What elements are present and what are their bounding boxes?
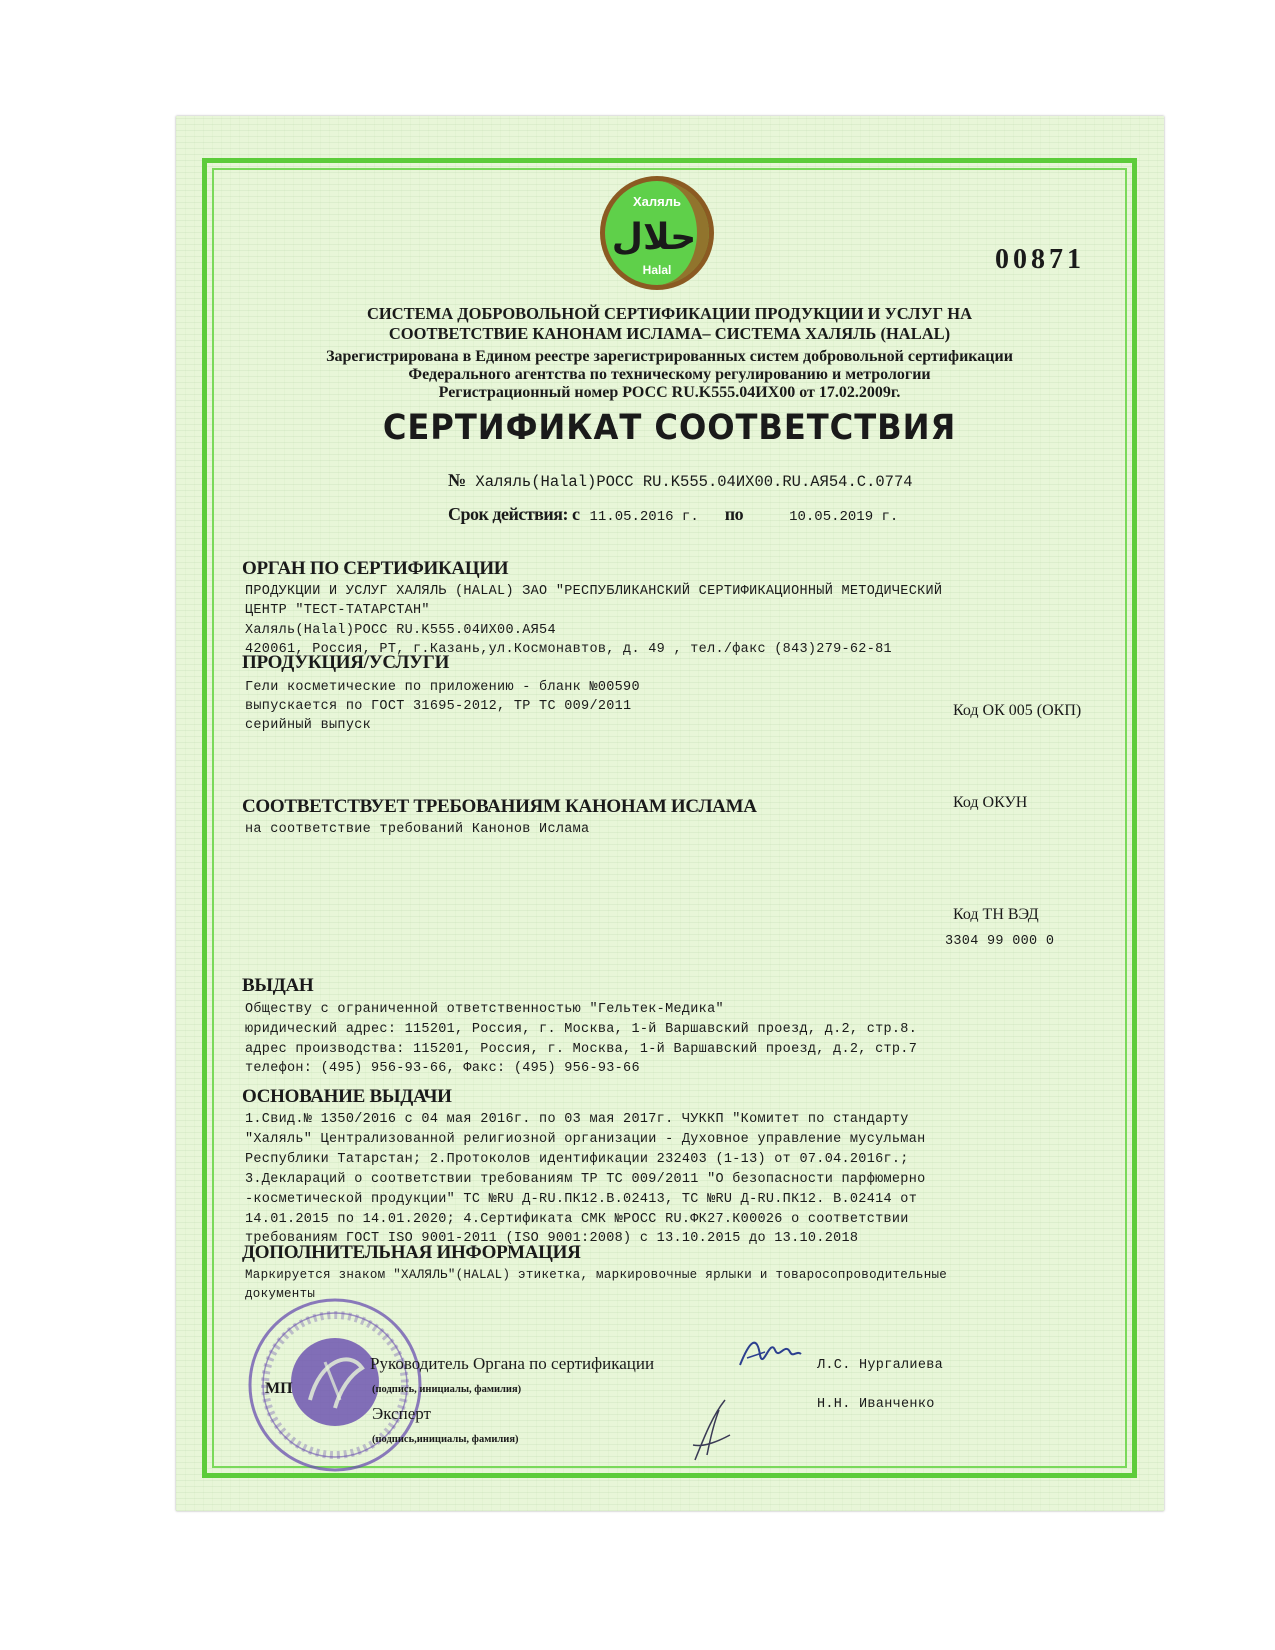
organ-line-4: 420061, Россия, РТ, г.Казань,ул.Космонавтов, д. 49 , тел./факс (843)279-62-81	[245, 642, 892, 657]
issued-line-1: Обществу с ограниченной ответственностью "Гельтек-Медика"	[245, 1002, 724, 1017]
serial-number: 00871	[995, 244, 1085, 275]
head-name: Л.С. Нургалиева	[817, 1358, 944, 1373]
validity-from: 11.05.2016 г.	[589, 509, 699, 525]
registry-line2: Федерального агентства по техническому регулированию и метрологии	[408, 366, 931, 383]
organ-heading: ОРГАН ПО СЕРТИФИКАЦИИ	[242, 558, 509, 579]
basis-line-4: 3.Деклараций о соответствии требованиям ТР ТС 009/2011 "О безопасности парфюмерно	[245, 1172, 926, 1187]
organ-line-3: Халяль(Halal)РОСС RU.K555.04ИХ00.АЯ54	[245, 623, 556, 638]
head-signature-scribble	[735, 1330, 805, 1375]
organ-line-2: ЦЕНТР "ТЕСТ-ТАТАРСТАН"	[245, 603, 430, 618]
okun-code-label: Код ОКУН	[953, 794, 1028, 811]
expert-signature-label: Эксперт	[372, 1404, 431, 1423]
products-line-1: Гели косметические по приложению - бланк №00590	[245, 680, 640, 695]
basis-heading: ОСНОВАНИЕ ВЫДАЧИ	[242, 1086, 452, 1107]
head-signature-hint: (подпись, инициалы, фамилия)	[372, 1384, 522, 1395]
tnved-value: 3304 99 000 0	[945, 934, 1055, 949]
basis-line-5: -косметической продукции" ТС №RU Д-RU.ПК12.В.02413, ТС №RU Д-RU.ПК12. В.02414 от	[245, 1192, 918, 1207]
number-label: №	[448, 470, 467, 490]
certificate-number	[448, 470, 913, 491]
okp-code-label: Код ОК 005 (ОКП)	[953, 702, 1082, 719]
conformity-line: на соответствие требований Канонов Ислама	[245, 822, 590, 837]
additional-line-1: Маркируется знаком "ХАЛЯЛЬ"(HALAL) этикетка, маркировочные ярлыки и товаросопроводительные	[245, 1268, 948, 1282]
additional-heading: ДОПОЛНИТЕЛЬНАЯ ИНФОРМАЦИЯ	[242, 1242, 581, 1263]
validity-period	[448, 504, 898, 525]
additional-line-2: документы	[245, 1287, 316, 1301]
logo-text-top: Халяль	[633, 194, 681, 209]
issued-line-2: юридический адрес: 115201, Россия, г. Москва, 1-й Варшавский проезд, д.2, стр.8.	[245, 1022, 918, 1037]
system-title-line1: СИСТЕМА ДОБРОВОЛЬНОЙ СЕРТИФИКАЦИИ ПРОДУКЦИИ И УСЛУГ НА	[366, 304, 973, 323]
logo-arabic: حلال	[611, 217, 697, 258]
validity-label: Срок действия: с	[448, 504, 580, 524]
basis-line-2: "Халяль" Централизованной религиозной организации - Духовное управление мусульман	[245, 1132, 926, 1147]
registry-line1: Зарегистрирована в Едином реестре зарегистрированных систем добровольной сертификации	[326, 348, 1013, 365]
halal-logo	[598, 174, 716, 292]
products-line-3: серийный выпуск	[245, 718, 372, 733]
issued-line-3: адрес производства: 115201, Россия, г. Москва, 1-й Варшавский проезд, д.2, стр.7	[245, 1042, 918, 1057]
logo-text-bottom: Halal	[642, 263, 672, 277]
issued-heading: ВЫДАН	[242, 975, 314, 996]
head-signature-label: Руководитель Органа по сертификации	[370, 1354, 655, 1373]
expert-name: Н.Н. Иванченко	[817, 1397, 935, 1412]
basis-line-3: Республики Татарстан; 2.Протоколов идентификации 232403 (1-13) от 07.04.2016г.;	[245, 1152, 909, 1167]
number-value: Халяль(Halal)РОСС RU.K555.04ИХ00.RU.АЯ54.С.0774	[475, 473, 913, 491]
expert-signature-scribble	[685, 1395, 745, 1465]
tnved-label: Код ТН ВЭД	[953, 906, 1039, 923]
products-heading: ПРОДУКЦИЯ/УСЛУГИ	[242, 652, 450, 673]
validity-to: 10.05.2019 г.	[789, 509, 899, 525]
registry-line3: Регистрационный номер РОСС RU.K555.04ИХ00 от 17.02.2009г.	[438, 384, 901, 401]
certificate-title: СЕРТИФИКАТ СООТВЕТСТВИЯ	[382, 408, 957, 448]
conformity-heading: СООТВЕТСТВУЕТ ТРЕБОВАНИЯМ КАНОНАМ ИСЛАМА	[242, 796, 757, 817]
organ-line-1: ПРОДУКЦИИ И УСЛУГ ХАЛЯЛЬ (HALAL) ЗАО "РЕСПУБЛИКАНСКИЙ СЕРТИФИКАЦИОННЫЙ МЕТОДИЧЕСКИЙ	[245, 584, 943, 599]
validity-to-label: по	[724, 504, 744, 524]
mp-label: МП	[265, 1380, 293, 1397]
system-title-line2: СООТВЕТСТВИЕ КАНОНАМ ИСЛАМА– СИСТЕМА ХАЛЯЛЬ (HALAL)	[388, 324, 951, 343]
basis-line-6: 14.01.2015 по 14.01.2020; 4.Сертификата СМК №РОСС RU.ФК27.К00026 о соответствии	[245, 1212, 909, 1227]
basis-line-7: требованиям ГОСТ ISO 9001-2011 (ISO 9001:2008) с 13.10.2015 до 13.10.2018	[245, 1231, 859, 1246]
issued-line-4: телефон: (495) 956-93-66, Факс: (495) 956-93-66	[245, 1061, 640, 1076]
basis-line-1: 1.Свид.№ 1350/2016 с 04 мая 2016г. по 03 мая 2017г. ЧУККП "Комитет по стандарту	[245, 1112, 909, 1127]
products-line-2: выпускается по ГОСТ 31695-2012, ТР ТС 009/2011	[245, 699, 632, 714]
expert-signature-hint: (подпись,инициалы, фамилия)	[372, 1434, 519, 1445]
